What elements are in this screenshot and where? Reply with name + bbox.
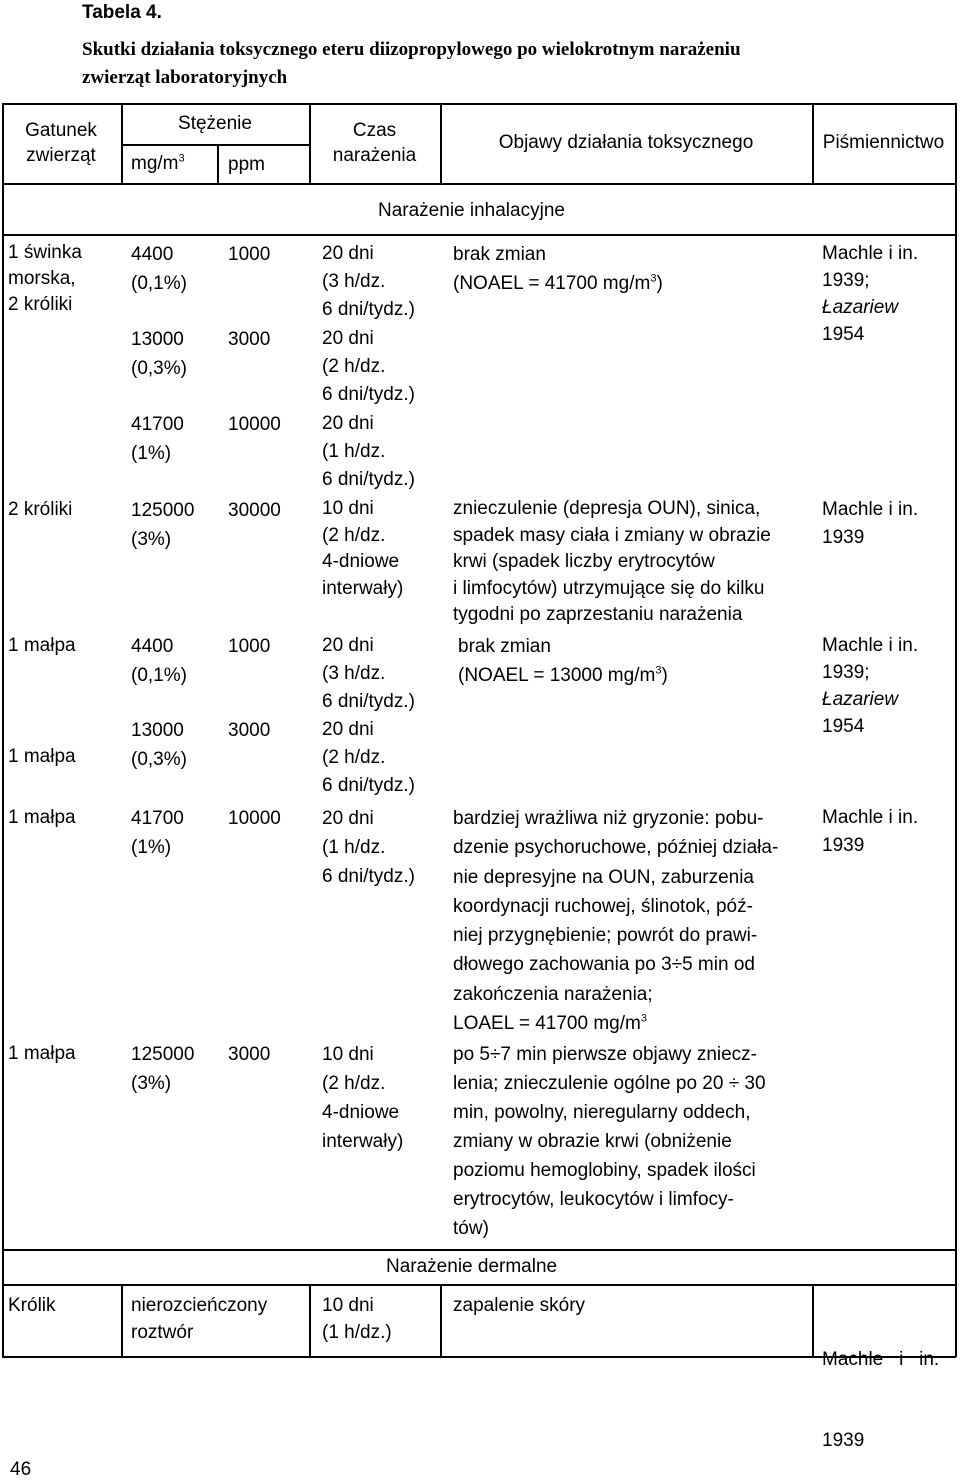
col-4b [440,1284,442,1357]
r9-effects: zapalenie skóry [453,1295,586,1316]
header-species-l1: Gatunek [25,120,97,141]
r2-ppm: 3000 [228,329,271,350]
r4-mg [131,496,194,554]
r9-conc-l1: nierozcieńczony [131,1295,268,1316]
r4-time-l4: interwały) [322,577,404,599]
r1-time-l2: (3 h/dz. [322,271,386,292]
r5-effects-l1: brak zmian [458,636,551,657]
r4-effects-l3: krwi (spadek liczby erytrocytów [453,551,715,572]
r1-mg-l2: (0,1%) [131,273,187,294]
r2-time-l1: 20 dni [322,328,374,349]
r8-time-l3: 4-dniowe [322,1102,400,1123]
r7-time-l1: 20 dni [322,808,374,829]
r1-effects-l2-text: (NOAEL = 41700 mg/m [453,273,651,294]
r2-time-l2: (2 h/dz. [322,356,386,377]
r7-time-l3: 6 dni/tydz.) [322,866,415,887]
header-species [2,118,120,168]
r1-effects-end: ) [656,273,663,294]
r8-species: 1 małpa [8,1043,76,1064]
r5-refs-l1: Machle i in. [822,635,919,656]
header-time-l1: Czas [352,120,397,141]
r2-mg-l2: (0,3%) [131,358,187,379]
r9-species: Królik [8,1295,56,1316]
r4-effects-l1: znieczulenie (depresja OUN), sinica, [453,498,761,519]
r3-time-l2: (1 h/dz. [322,441,386,462]
r7-refs-l1: Machle i in. [822,807,919,828]
r9-time-l1: 10 dni [322,1295,374,1316]
r8-effects-l2: lenia; znieczulenie ogólne po 20 ÷ 30 [453,1073,766,1094]
rule-inhal-bottom [2,234,956,236]
r4-refs-l2: 1939 [822,527,865,548]
r2-mg [131,325,187,383]
r7-effects-loael-text: LOAEL = 41700 mg/m [453,1013,641,1035]
r5-time-l2: (3 h/dz. [322,663,386,684]
r5-effects-end: ) [661,665,668,686]
r5-time [322,632,415,716]
r8-time-l1: 10 dni [322,1044,374,1065]
r1-species-l3: 2 króliki [8,294,73,315]
r8-effects-l6: erytrocytów, leukocytów i limfocy- [453,1189,734,1210]
r3-mg-l1: 41700 [131,414,184,435]
r1-time [322,240,415,324]
page-number: 46 [10,1459,32,1480]
r8-effects-l7: tów) [453,1218,489,1239]
r5-effects-l2 [458,661,668,690]
header-mgm3-text: mg/m [131,153,179,174]
r5-species: 1 małpa [8,635,76,656]
r5-mg-l2: (0,1%) [131,665,187,686]
r7-effects-loael-sup: 3 [640,1012,647,1025]
r3-mg [131,410,184,468]
r6-time-l3: 6 dni/tydz.) [322,775,415,796]
r5-time-l3: 6 dni/tydz.) [322,691,415,712]
r4-effects-l2: spadek masy ciała i zmiany w obrazie [453,524,771,546]
r2-time [322,325,415,409]
col-1b [121,1284,123,1357]
r1-refs-l3: Łazariew [822,297,899,318]
r4-mg-l1: 125000 [131,500,195,521]
col-5b [812,1284,814,1357]
r1-species-l1: 1 świnka [8,242,82,263]
r2-time-l3: 6 dni/tydz.) [322,384,415,405]
r6-mg-l1: 13000 [131,720,184,741]
r4-time [322,496,403,602]
col-right [955,103,957,1357]
table-label: Tabela 4. [82,2,162,23]
r6-species: 1 małpa [8,746,76,767]
r7-time-l2: (1 h/dz. [322,837,386,858]
r6-time-l1: 20 dni [322,719,374,740]
r7-refs [822,804,918,860]
section-dermal: Narażenie dermalne [386,1256,558,1277]
r4-time-l3: 4-dniowe [322,551,400,572]
r4-effects-l4: i limfocytów) utrzymujące się do kilku [453,577,765,599]
r2-mg-l1: 13000 [131,329,184,350]
r3-time-l3: 6 dni/tydz.) [322,469,415,490]
r9-time-l2: (1 h/dz.) [322,1322,392,1343]
r8-time-l4: interwały) [322,1131,404,1152]
r6-time [322,716,415,800]
r5-effects-l2-text: (NOAEL = 13000 mg/m [458,665,656,686]
r8-mg [131,1040,194,1098]
r5-time-l1: 20 dni [322,635,374,656]
r1-species-l2: morska, [8,268,76,289]
r8-mg-l2: (3%) [131,1073,172,1094]
r5-mg-l1: 4400 [131,636,174,657]
r7-refs-l2: 1939 [822,835,865,856]
r8-ppm: 3000 [228,1044,271,1065]
r9-refs [822,1292,939,1481]
caption-line-2: zwierząt laboratoryjnych [82,67,288,88]
r1-effects-l1: brak zmian [453,244,546,265]
r1-effects [453,240,663,298]
col-3b [309,1284,311,1357]
r9-conc [131,1292,267,1346]
r1-effects-sup: 3 [650,272,657,285]
header-mgm3-sup: 3 [178,152,185,165]
r1-ppm: 1000 [228,244,271,265]
r1-mg-l1: 4400 [131,244,174,265]
r4-ppm: 30000 [228,500,281,521]
r8-effects-l4: zmiany w obrazie krwi (obniżenie [453,1131,732,1152]
r7-mg-l2: (1%) [131,837,172,858]
r3-time [322,410,415,494]
r6-ppm: 3000 [228,720,271,741]
r7-effects-l7: zakończenia narażenia; [453,983,653,1005]
rule-dermal-top [2,1249,956,1251]
r1-species [8,240,82,318]
caption-line-1: Skutki działania toksycznego eteru diizopropylowego po wielokrotnym narażeniu [82,39,741,60]
r5-refs-l3: Łazariew [822,689,899,710]
r3-mg-l2: (1%) [131,443,172,464]
header-references: Piśmiennictwo [822,132,945,153]
r4-refs-l1: Machle i in. [822,499,919,520]
r4-time-l2: (2 h/dz. [322,524,386,546]
r8-time [322,1040,403,1156]
r4-effects-l5: tygodni po zaprzestaniu narażenia [453,604,743,625]
table-caption [82,36,741,92]
r9-refs-l1: Machle i in. [822,1349,940,1370]
r8-time-l2: (2 h/dz. [322,1073,386,1094]
r5-refs-l4: 1954 [822,716,865,737]
header-mgm3 [131,151,185,176]
r9-refs-l2: 1939 [822,1430,865,1451]
r6-mg [131,716,187,774]
r9-time [322,1292,392,1346]
r8-mg-l1: 125000 [131,1044,195,1065]
r8-effects-l3: min, powolny, nieregularny oddech, [453,1102,751,1123]
r7-effects-loael [453,1009,778,1038]
header-species-l2: zwierząt [26,145,96,166]
r1-refs-l2: 1939; [822,270,870,291]
r7-time [322,804,415,891]
r6-mg-l2: (0,3%) [131,749,187,770]
r7-effects [453,804,778,1038]
rule-conc-sub [121,144,309,146]
header-effects: Objawy działania toksycznego [498,132,754,153]
r3-ppm: 10000 [228,414,281,435]
r1-refs-l1: Machle i in. [822,243,919,264]
r5-effects [458,632,668,690]
r4-species: 2 króliki [8,499,73,520]
r7-effects-l5: niej przygnębienie; powrót do prawi- [453,925,758,947]
r5-effects-sup: 3 [655,664,662,677]
header-time [309,118,440,168]
r8-effects [453,1040,766,1243]
header-ppm: ppm [228,154,265,175]
r1-effects-l2 [453,269,663,298]
r5-refs-l2: 1939; [822,662,870,683]
section-inhalation: Narażenie inhalacyjne [378,200,565,221]
r7-effects-l4: koordynacji ruchowej, ślinotok, póź- [453,895,753,917]
header-time-l2: narażenia [332,145,417,166]
r6-time-l2: (2 h/dz. [322,747,386,768]
r8-effects-l5: poziomu hemoglobiny, spadek ilości [453,1160,756,1181]
r4-refs [822,496,918,552]
r7-species: 1 małpa [8,807,76,828]
r1-time-l1: 20 dni [322,243,374,264]
r1-refs-l4: 1954 [822,324,865,345]
r8-effects-l1: po 5÷7 min pierwsze objawy zniecz- [453,1044,757,1065]
r1-refs [822,240,918,348]
r7-effects-l2: dzenie psychoruchowe, później działa- [453,837,779,859]
r5-refs [822,632,918,740]
r4-effects [453,496,771,629]
r7-effects-l3: nie depresyjne na OUN, zaburzenia [453,866,755,888]
r7-mg [131,804,184,862]
r7-effects-l6: dłowego zachowania po 3÷5 min od [453,954,755,976]
r9-conc-l2: roztwór [131,1322,194,1343]
r7-ppm: 10000 [228,808,281,829]
col-left [2,103,4,1357]
col-2 [217,144,219,184]
r3-time-l1: 20 dni [322,413,374,434]
r5-ppm: 1000 [228,636,271,657]
r4-mg-l2: (3%) [131,529,172,550]
r5-mg [131,632,187,690]
r4-time-l1: 10 dni [322,498,374,519]
r7-mg-l1: 41700 [131,808,184,829]
header-concentration: Stężenie [178,113,252,134]
r1-mg [131,240,187,298]
r7-effects-l1: bardziej wrażliwa niż gryzonie: pobu- [453,808,764,829]
r1-time-l3: 6 dni/tydz.) [322,299,415,320]
